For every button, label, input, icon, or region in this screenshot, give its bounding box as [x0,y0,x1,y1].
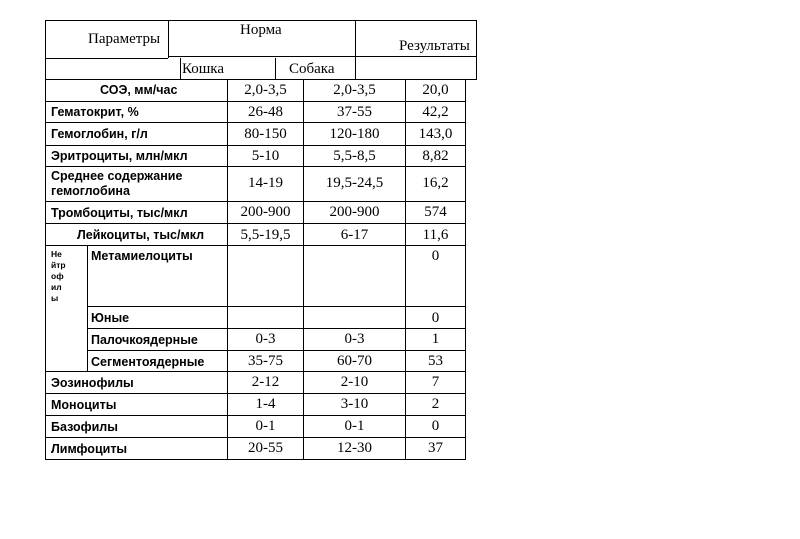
rule [87,350,466,351]
rule [45,145,466,146]
header-cat: Кошка [182,61,225,77]
dog-value: 200-900 [329,204,380,220]
result-value: 0 [431,248,440,264]
header-results: Результаты [399,38,470,54]
rule [45,122,466,123]
row-label: СОЭ, мм/час [100,83,178,97]
result-value: 143,0 [418,126,453,142]
rule [87,328,466,329]
result-value: 53 [428,353,443,369]
row-label: Тромбоциты, тыс/мкл [51,206,188,220]
row-label: Эритроциты, млн/мкл [51,149,188,163]
dog-value: 60-70 [337,353,372,369]
cat-value: 0-1 [255,418,276,434]
dog-value: 19,5-24,5 [325,175,384,191]
row-label: Сегментоядерные [91,355,205,369]
row-label: Метамиелоциты [91,249,193,263]
rule [45,201,466,202]
neutrophils-label: Нейтрофилы [51,249,66,303]
rule [45,79,46,460]
row-label: Среднее содержание гемоглобина [51,169,183,198]
dog-value: 37-55 [337,104,372,120]
cat-value: 80-150 [244,126,287,142]
row-label: Моноциты [51,398,117,412]
rule [45,393,466,394]
rule [45,101,466,102]
rule [45,166,466,167]
dog-value: 120-180 [329,126,380,142]
dog-value: 0-1 [344,418,365,434]
rule [45,415,466,416]
rule [45,371,466,372]
rule [45,20,46,80]
dog-value: 3-10 [340,396,369,412]
dog-value: 5,5-8,5 [333,148,376,164]
cat-value: 20-55 [248,440,283,456]
header-dog: Собака [289,61,335,77]
result-value: 1 [431,331,440,347]
row-label: Базофилы [51,420,118,434]
rule [45,20,477,21]
rule [275,58,276,80]
cat-value: 0-3 [255,331,276,347]
cat-value: 5,5-19,5 [240,227,291,243]
rule [45,58,168,59]
cat-value: 26-48 [248,104,283,120]
cat-value: 200-900 [240,204,291,220]
rule [168,20,169,58]
rule [87,245,88,371]
rule [168,56,477,57]
result-value: 0 [431,310,440,326]
row-label: Лейкоциты, тыс/мкл [77,228,205,242]
row-label: Юные [91,311,130,325]
cat-value: 2,0-3,5 [244,82,287,98]
result-value: 11,6 [422,227,449,243]
result-value: 7 [431,374,440,390]
dog-value: 0-3 [344,331,365,347]
result-value: 2 [431,396,440,412]
rule [45,79,477,80]
result-value: 42,2 [422,104,449,120]
result-value: 574 [424,204,447,220]
cat-value: 5-10 [251,148,280,164]
dog-value: 12-30 [337,440,372,456]
result-value: 8,82 [422,148,449,164]
rule [45,459,466,460]
cat-value: 14-19 [248,175,283,191]
header-norm: Норма [240,22,282,38]
rule [355,20,356,80]
rule [45,223,466,224]
rule [87,306,466,307]
row-label: Эозинофилы [51,376,134,390]
cat-value: 1-4 [255,396,276,412]
result-value: 37 [428,440,443,456]
row-label: Гематокрит, % [51,105,139,119]
rule [476,20,477,80]
result-value: 0 [431,418,440,434]
rule [45,245,466,246]
dog-value: 6-17 [340,227,369,243]
dog-value: 2-10 [340,374,369,390]
dog-value: 2,0-3,5 [333,82,376,98]
cat-value: 2-12 [251,374,280,390]
rule [180,58,181,80]
header-params: Параметры [88,31,161,47]
row-label: Лимфоциты [51,442,128,456]
row-label: Гемоглобин, г/л [51,127,148,141]
rule [45,437,466,438]
cat-value: 35-75 [248,353,283,369]
result-value: 16,2 [422,175,449,191]
result-value: 20,0 [422,82,449,98]
row-label: Палочкоядерные [91,333,198,347]
